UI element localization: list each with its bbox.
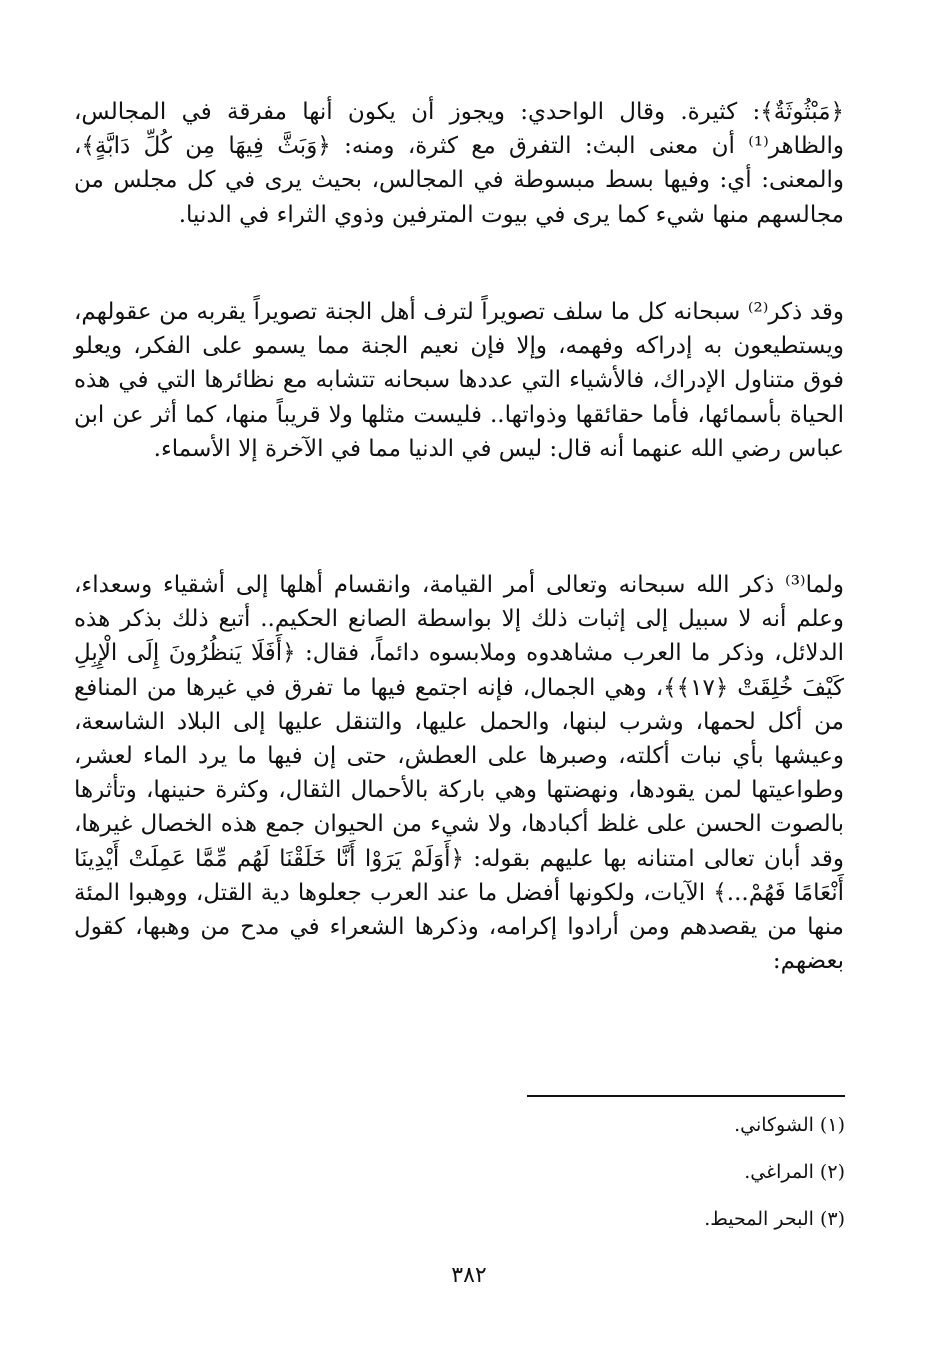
footnote-divider (527, 1095, 845, 1097)
page-number: ٣٨٢ (451, 1263, 487, 1288)
paragraph-2: وقد ذكر⁽²⁾ سبحانه كل ما سلف تصويراً لترف أهل الجنة تصويراً يقربه من عقولهم، ويستطيعون به إدراكه وفهمه، وإلا فإن نعيم الجنة مما يسمو على الفكر، ويعلو فوق متناول الإدراك، فالأشياء التي عددها سبحانه تتشابه مع نظائرها التي في هذه الحياة بأسمائها، فأما حقائقها وذواتها.. فليست مثلها ولا قريباً منها، كما أثر عن ابن عباس رضي الله عنهما أنه قال: ليس في الدنيا مما في الآخرة إلا الأسماء. (74, 299, 844, 462)
footnote-3: (٣) البحر المحيط. (704, 1208, 845, 1230)
paragraph-3: ولما⁽³⁾ ذكر الله سبحانه وتعالى أمر القيامة، وانقسام أهلها إلى أشقياء وسعداء، وعلم أنه لا سبيل إلى إثبات ذلك إلا بواسطة الصانع الحكيم.. أتبع ذلك بذكر هذه الدلائل، وذكر ما العرب مشاهدوه وملابسوه دائماً، فقال: ﴿أَفَلَا يَنظُرُونَ إِلَى الْإِبِلِ كَيْفَ خُلِقَتْ ﴿١٧﴾﴾، وهي الجمال، فإنه اجتمع فيها ما تفرق في غيرها من المنافع من أكل لحمها، وشرب لبنها، والحمل عليها، والتنقل عليها إلى البلاد الشاسعة، وعيشها بأي نبات أكلته، وصبرها على العطش، حتى إن فيها ما يرد الماء لعشر، وطواعيتها لمن يقودها، ونهضتها وهي باركة بالأحمال الثقال، وكثرة حنينها، وتأثرها بالصوت الحسن على غلظ أكبادها، ولا شيء من الحيوان جمع هذه الخصال غيرها، وقد أبان تعالى امتنانه بها عليهم بقوله: ﴿أَوَلَمْ يَرَوْا أَنَّا خَلَقْنَا لَهُم مِّمَّا عَمِلَتْ أَيْدِينَا أَنْعَامًا فَهُمْ...﴾ الآيات، ولكونها أفضل ما عند العرب جعلوها دية القتل، ووهبوا المئة منها من يقصدهم ومن أرادوا إكرامه، وذكرها الشعراء في مدح من وهبها، كقول بعضهم: (74, 572, 844, 975)
footnote-2: (٢) المراغي. (744, 1161, 845, 1183)
footnote-1: (١) الشوكاني. (734, 1114, 845, 1136)
footnotes-list (345, 1110, 845, 1251)
paragraph-1: ﴿مَبْثُوثَةٌ﴾: كثيرة. وقال الواحدي: ويجوز أن يكون أنها مفرقة في المجالس، والظاهر⁽¹⁾ أن معنى البث: التفرق مع كثرة، ومنه: ﴿وَبَثَّ فِيهَا مِن كُلِّ دَابَّةٍ﴾، والمعنى: أي: وفيها بسط مبسوطة في المجالس، بحيث يرى في كل مجلس من مجالسهم منها شيء كما يرى في بيوت المترفين وذوي الثراء في الدنيا. (74, 99, 844, 228)
